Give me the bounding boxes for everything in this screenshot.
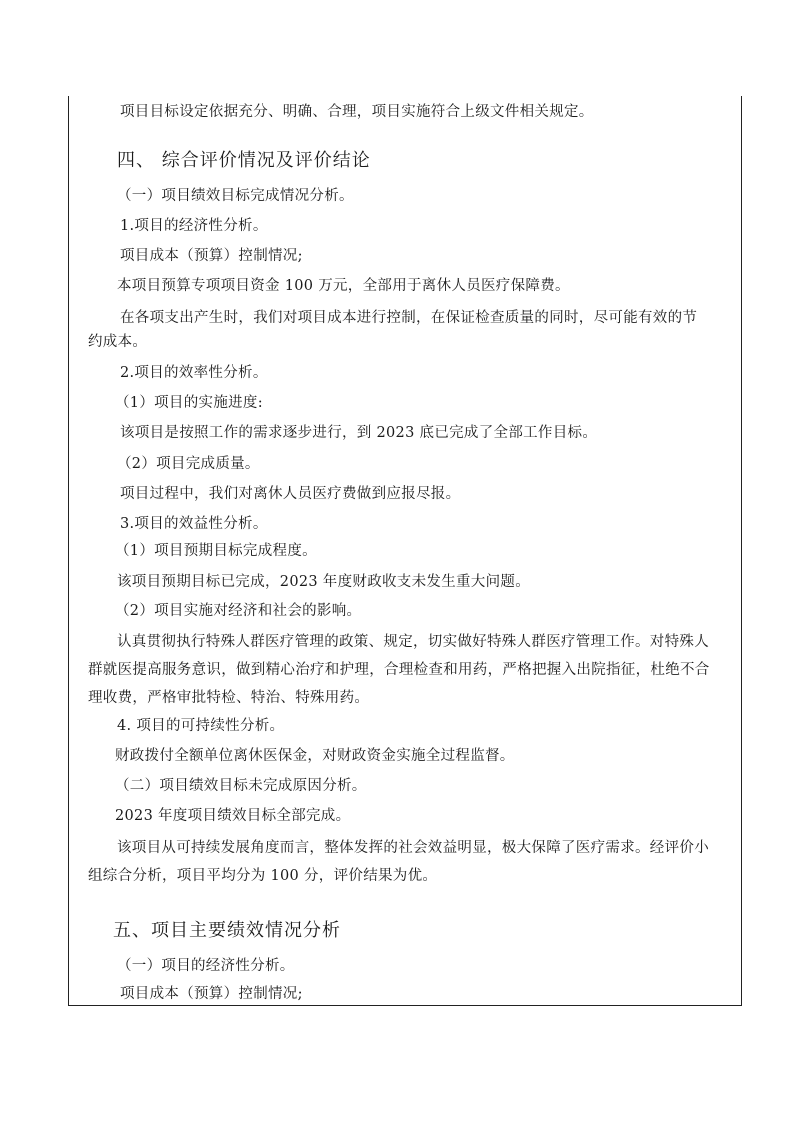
impact-paragraph-line3: 理收费，严格审批特检、特治、特殊用药。 [88,690,370,706]
impact-label: （2）项目实施对经济和社会的影响。 [115,603,362,619]
benefit-analysis-heading: 3.项目的效益性分析。 [120,516,268,532]
section-five-heading: 五、项目主要绩效情况分析 [113,920,341,941]
quality-label: （2）项目完成质量。 [117,456,260,472]
conclusion-paragraph-line2: 组综合分析，项目平均分为 100 分，评价结果为优。 [88,868,438,884]
conclusion-paragraph-line1: 该项目从可持续发展角度而言，整体发挥的社会效益明显，极大保障了医疗需求。经评价小 [117,840,709,856]
sustainability-heading: 4. 项目的可持续性分析。 [117,718,285,734]
progress-paragraph: 该项目是按照工作的需求逐步进行，到 2023 底已完成了全部工作目标。 [120,425,598,441]
goal-completion-label: （1）项目预期目标完成程度。 [115,543,317,559]
section-five-cost-label: 项目成本（预算）控制情况; [120,986,303,1002]
section-four-heading: 四、 综合评价情况及评价结论 [117,150,371,171]
subsection-one-heading: （一）项目绩效目标完成情况分析。 [117,188,354,204]
subsection-two-paragraph: 2023 年度项目绩效目标全部完成。 [115,808,351,824]
progress-label: （1）项目的实施进度: [115,395,263,411]
section-five-subheading: （一）项目的经济性分析。 [117,958,295,974]
efficiency-analysis-heading: 2.项目的效率性分析。 [120,365,268,381]
sustainability-paragraph: 财政拨付全额单位离休医保金，对财政资金实施全过程监督。 [115,748,515,764]
budget-paragraph: 本项目预算专项项目资金 100 万元，全部用于离休人员医疗保障费。 [117,278,570,294]
economy-analysis-heading: 1.项目的经济性分析。 [120,218,268,234]
cost-paragraph-line2: 约成本。 [88,334,148,350]
cost-control-label: 项目成本（预算）控制情况; [120,248,303,264]
impact-paragraph-line1: 认真贯彻执行特殊人群医疗管理的政策、规定，切实做好特殊人群医疗管理工作。对特殊人 [117,634,709,650]
cost-paragraph-line1: 在各项支出产生时，我们对项目成本进行控制，在保证检查质量的同时，尽可能有效的节 [120,310,698,326]
goal-completion-paragraph: 该项目预期目标已完成，2023 年度财政收支未发生重大问题。 [117,574,531,590]
impact-paragraph-line2: 群就医提高服务意识，做到精心治疗和护理，合理检查和用药，严格把握入出院指征，杜绝不合 [88,662,710,678]
quality-paragraph: 项目过程中，我们对离休人员医疗费做到应报尽报。 [120,486,461,502]
intro-paragraph: 项目目标设定依据充分、明确、合理，项目实施符合上级文件相关规定。 [120,104,594,120]
subsection-two-heading: （二）项目绩效目标未完成原因分析。 [115,778,367,794]
